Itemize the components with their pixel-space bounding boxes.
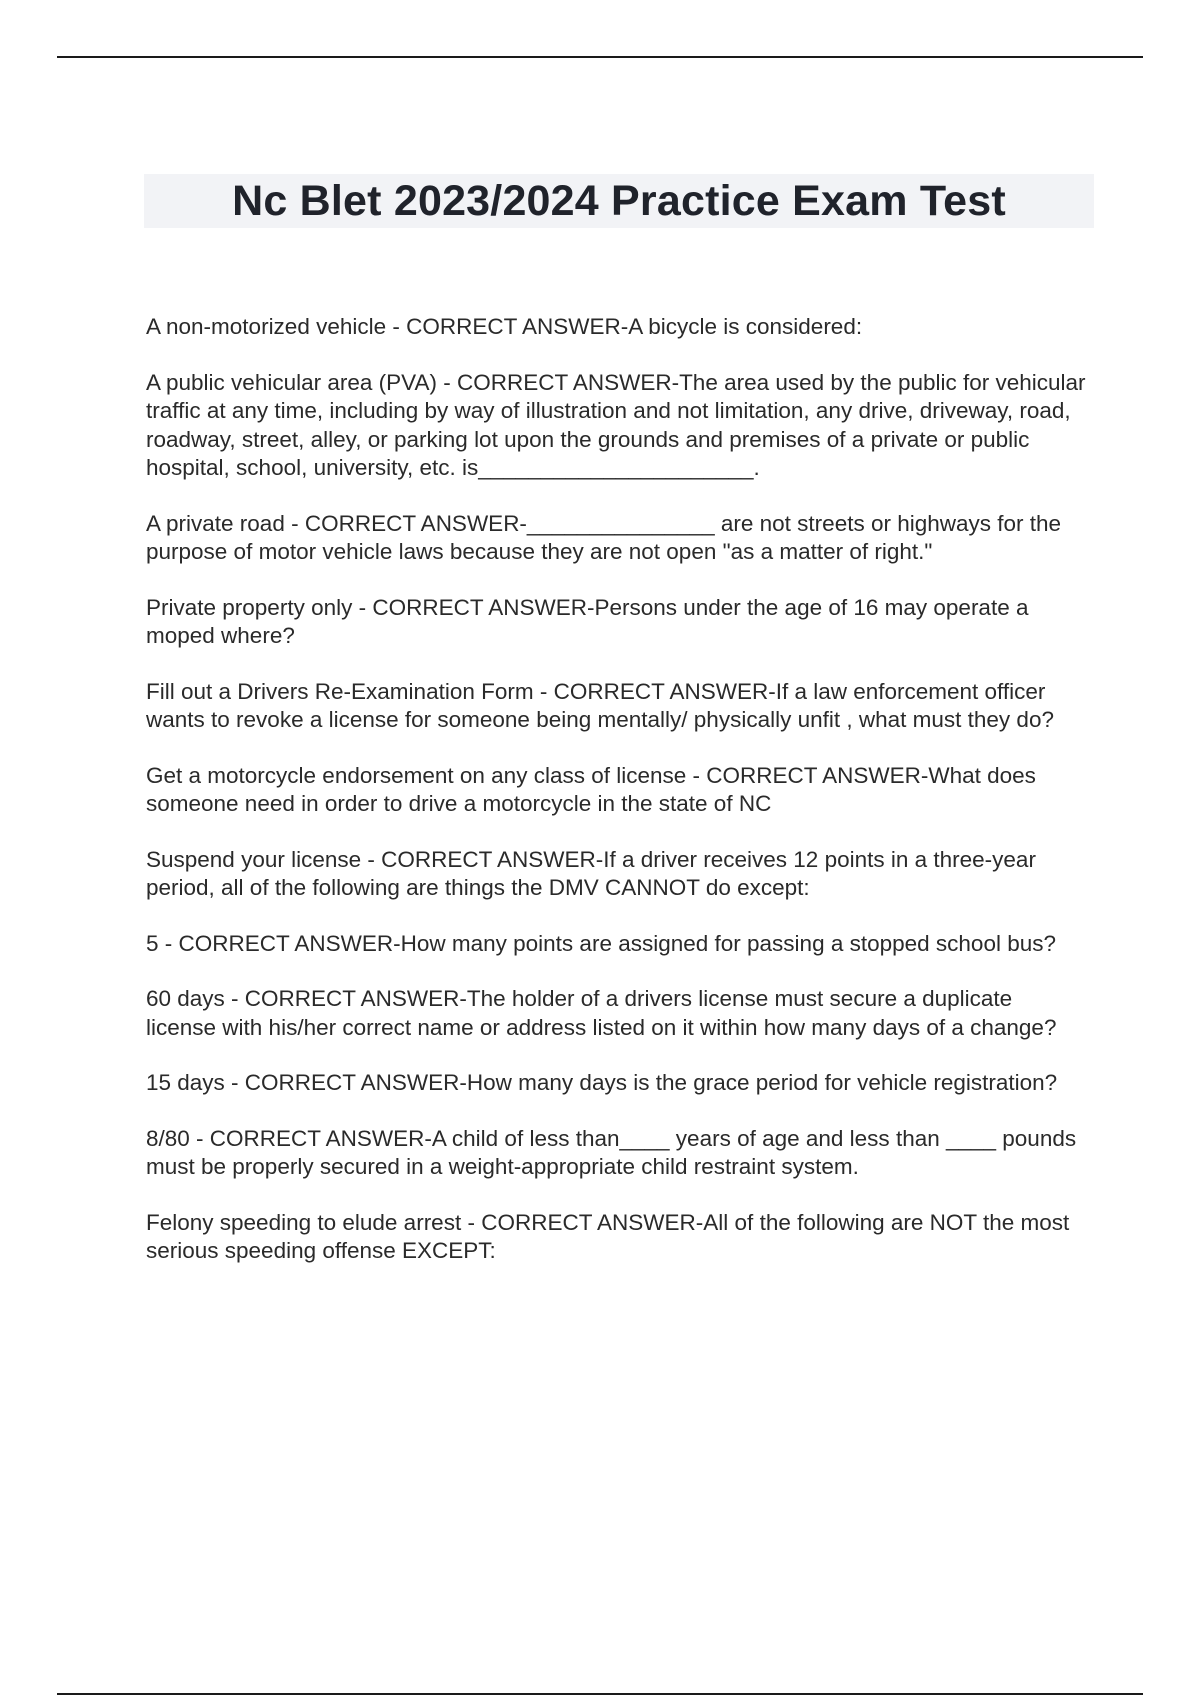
qa-list: [146, 313, 1086, 1293]
top-divider: [57, 56, 1143, 58]
qa-item-3: A private road - CORRECT ANSWER-_______________ are not streets or highways for the purpose of motor vehicle laws because they are not open "as a matter of right.": [146, 510, 1062, 564]
qa-item-11: 8/80 - CORRECT ANSWER-A child of less than____ years of age and less than ____ pounds must be properly secured in a weight-appropriate child restraint system.: [146, 1125, 1077, 1179]
title-banner: [144, 174, 1094, 228]
document-title: Nc Blet 2023/2024 Practice Exam Test: [232, 176, 1006, 225]
qa-item-8: 5 - CORRECT ANSWER-How many points are assigned for passing a stopped school bus?: [146, 930, 1056, 956]
qa-item-2: A public vehicular area (PVA) - CORRECT ANSWER-The area used by the public for vehicular traffic at any time, including by way of illustration and not limitation, any drive, driveway, road, roadway, street, alley, or parking lot upon the grounds and premises of a private or public hospital, school, university, etc. is______________________.: [146, 369, 1086, 480]
qa-item-6: Get a motorcycle endorsement on any class of license - CORRECT ANSWER-What does someone need in order to drive a motorcycle in the state of NC: [146, 762, 1036, 816]
bottom-divider: [57, 1693, 1143, 1695]
qa-item-9: 60 days - CORRECT ANSWER-The holder of a drivers license must secure a duplicate license with his/her correct name or address listed on it within how many days of a change?: [146, 986, 1057, 1040]
qa-item-5: Fill out a Drivers Re-Examination Form - CORRECT ANSWER-If a law enforcement officer wants to revoke a license for someone being mentally/ physically unfit , what must they do?: [146, 678, 1054, 732]
qa-item-1: A non-motorized vehicle - CORRECT ANSWER-A bicycle is considered:: [146, 314, 863, 339]
qa-item-10: 15 days - CORRECT ANSWER-How many days is the grace period for vehicle registration?: [146, 1070, 1058, 1095]
qa-item-12: Felony speeding to elude arrest - CORRECT ANSWER-All of the following are NOT the most serious speeding offense EXCEPT:: [146, 1209, 1070, 1263]
qa-item-4: Private property only - CORRECT ANSWER-Persons under the age of 16 may operate a moped where?: [146, 594, 1029, 648]
qa-item-7: Suspend your license - CORRECT ANSWER-If a driver receives 12 points in a three-year period, all of the following are things the DMV CANNOT do except:: [146, 846, 1036, 900]
